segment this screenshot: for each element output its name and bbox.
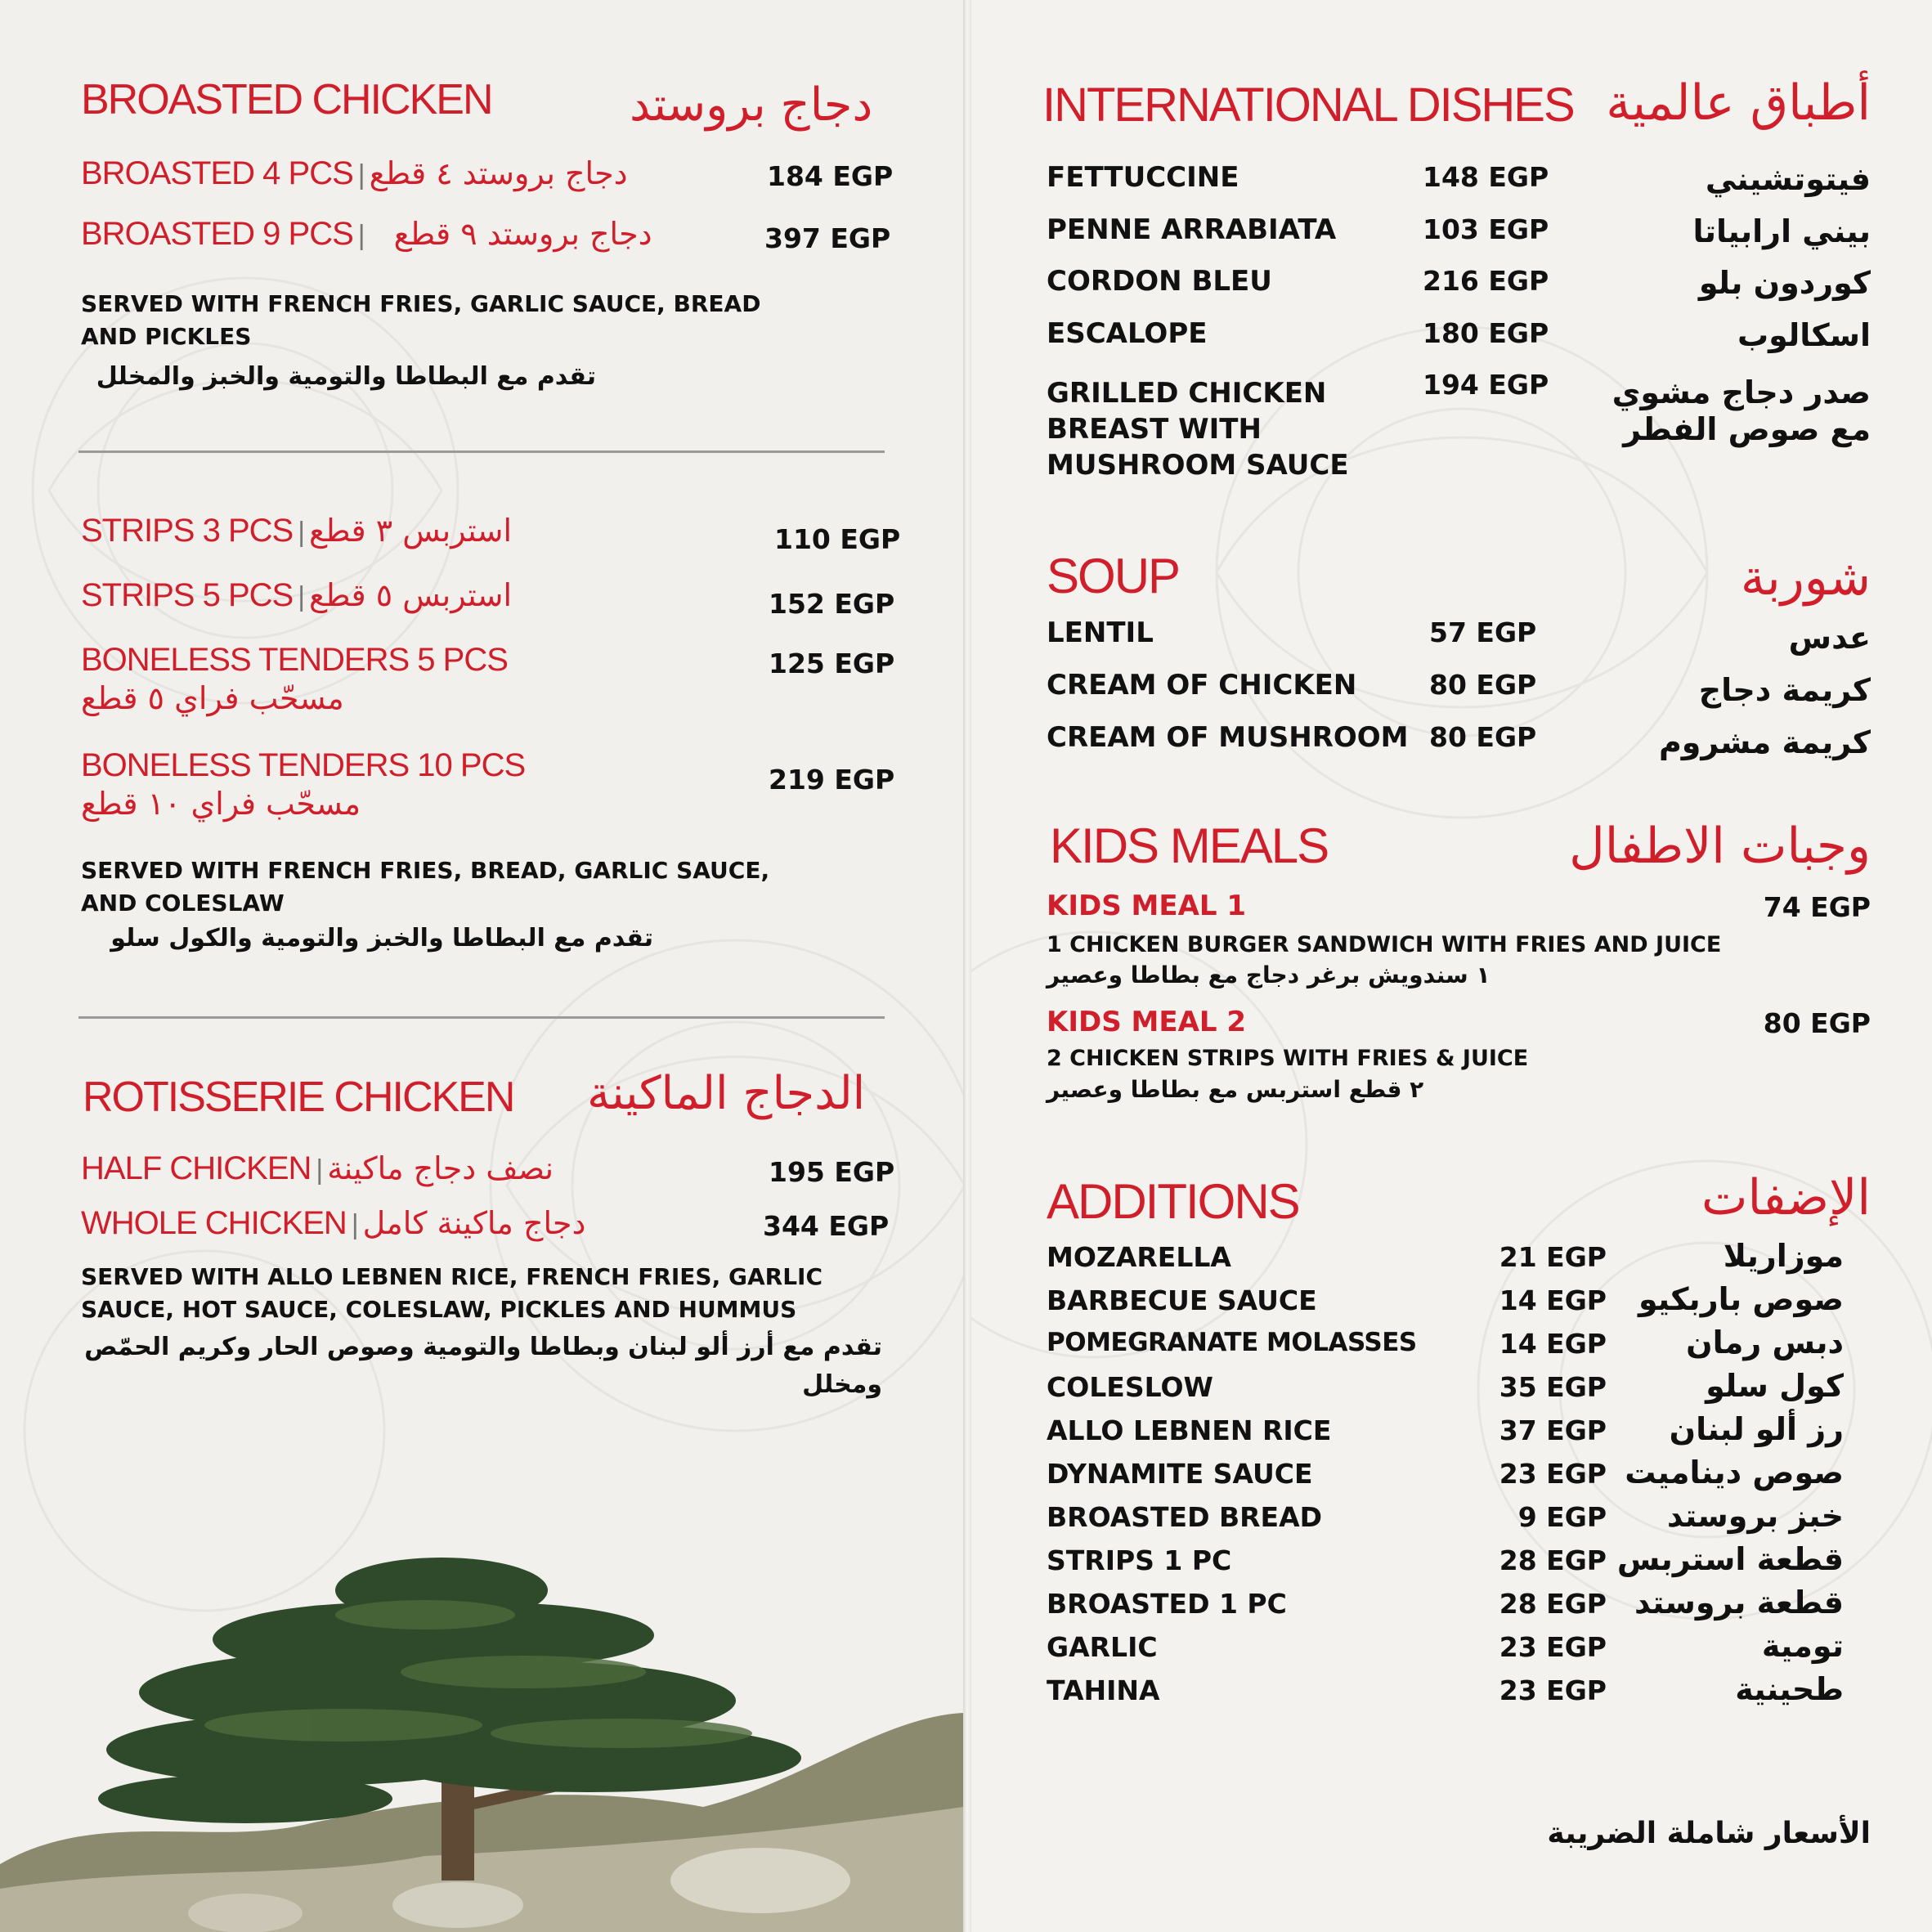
dish-name: PENNE ARRABIATA bbox=[1047, 213, 1337, 246]
kids-title: KIDS MEALS bbox=[1050, 818, 1329, 873]
dish-name-ar: عدس bbox=[1788, 620, 1871, 656]
addition-name: BROASTED BREAD bbox=[1047, 1501, 1323, 1533]
price: 184 EGP bbox=[767, 160, 894, 192]
item-name-ar: دجاج بروستد ٩ قطع bbox=[393, 216, 652, 252]
price: 219 EGP bbox=[769, 764, 895, 796]
soup-title-ar: شوربة bbox=[1740, 549, 1871, 607]
soup-title: SOUP bbox=[1047, 549, 1180, 603]
separator: | bbox=[316, 1154, 323, 1186]
menu-item-half-chicken bbox=[81, 1150, 554, 1187]
rotisserie-title-ar: الدجاج الماكينة bbox=[587, 1067, 866, 1120]
divider bbox=[78, 1016, 885, 1019]
menu-item-tenders-5-ar: مسحّب فراي ٥ قطع bbox=[81, 680, 344, 716]
dish-name-ar: كوردون بلو bbox=[1698, 265, 1871, 301]
item-name: STRIPS 5 PCS bbox=[81, 577, 294, 613]
kids-title-ar: وجبات الاطفال bbox=[1569, 818, 1871, 875]
dish-name: CREAM OF MUSHROOM bbox=[1047, 721, 1409, 754]
kids-meal-2-name: KIDS MEAL 2 bbox=[1047, 1006, 1247, 1038]
broasted-served-with: SERVED WITH FRENCH FRIES, GARLIC SAUCE, BREAD AND PICKLES bbox=[81, 290, 761, 350]
addition-name-ar: كول سلو bbox=[1706, 1368, 1844, 1404]
price: 21 EGP bbox=[1499, 1241, 1607, 1273]
page-fold bbox=[963, 0, 971, 1932]
price: 103 EGP bbox=[1423, 213, 1549, 245]
price: 80 EGP bbox=[1763, 1007, 1871, 1039]
addition-row bbox=[1047, 1411, 1844, 1455]
price: 397 EGP bbox=[764, 222, 891, 254]
international-title-ar: أطباق عالمية bbox=[1606, 74, 1871, 132]
dish-name: CREAM OF CHICKEN bbox=[1047, 669, 1357, 702]
separator: | bbox=[298, 517, 305, 548]
addition-row bbox=[1047, 1368, 1844, 1412]
addition-row bbox=[1047, 1671, 1844, 1715]
price: 37 EGP bbox=[1499, 1414, 1607, 1446]
rotisserie-title: ROTISSERIE CHICKEN bbox=[83, 1074, 514, 1121]
addition-name-ar: قطعة بروستد bbox=[1634, 1585, 1844, 1620]
dish-name: CORDON BLEU bbox=[1047, 265, 1272, 298]
separator: | bbox=[357, 159, 365, 191]
addition-name: DYNAMITE SAUCE bbox=[1047, 1458, 1313, 1490]
kids-meal-2-desc: 2 CHICKEN STRIPS WITH FRIES & JUICE bbox=[1047, 1046, 1529, 1071]
separator: | bbox=[351, 1209, 358, 1240]
addition-name-ar: طحينية bbox=[1735, 1671, 1844, 1707]
addition-name-ar: صوص ديناميت bbox=[1625, 1455, 1844, 1490]
addition-name: BROASTED 1 PC bbox=[1047, 1588, 1287, 1620]
item-name-ar: نصف دجاج ماكينة bbox=[327, 1150, 554, 1186]
addition-row bbox=[1047, 1281, 1844, 1325]
item-name: HALF CHICKEN bbox=[81, 1150, 312, 1186]
item-name-ar: استربس ٣ قطع bbox=[309, 513, 513, 549]
kids-meal-1-desc-ar: ١ سندويش برغر دجاج مع بطاطا وعصير bbox=[1047, 962, 1490, 988]
price: 80 EGP bbox=[1429, 721, 1537, 753]
addition-name: COLESLOW bbox=[1047, 1371, 1213, 1403]
dish-name: ESCALOPE bbox=[1047, 317, 1208, 350]
price: 14 EGP bbox=[1499, 1284, 1607, 1316]
addition-name-ar: رز ألو لبنان bbox=[1669, 1411, 1844, 1447]
international-title: INTERNATIONAL DISHES bbox=[1042, 78, 1574, 132]
kids-meal-1-name: KIDS MEAL 1 bbox=[1047, 890, 1247, 922]
addition-name-ar: تومية bbox=[1761, 1628, 1844, 1664]
dish-name-ar: بيني ارابياتا bbox=[1692, 213, 1871, 249]
menu-item-tenders-10: BONELESS TENDERS 10 PCS bbox=[81, 747, 526, 783]
addition-name-ar: قطعة استربس bbox=[1616, 1541, 1844, 1577]
price: 74 EGP bbox=[1763, 891, 1871, 923]
addition-row bbox=[1047, 1325, 1844, 1369]
dish-name-ar: اسكالوب bbox=[1737, 317, 1871, 353]
strips-served-with-ar: تقدم مع البطاطا والخبز والتومية والكول سلو bbox=[110, 924, 653, 953]
menu-item-tenders-10-ar: مسحّب فراي ١٠ قطع bbox=[81, 786, 361, 822]
strips-served-with: SERVED WITH FRENCH FRIES, BREAD, GARLIC SAUCE, AND COLESLAW bbox=[81, 857, 770, 917]
menu-item-whole-chicken bbox=[81, 1205, 585, 1242]
item-name: BROASTED 4 PCS bbox=[81, 155, 353, 191]
rotisserie-served-with-ar: تقدم مع أرز ألو لبنان وبطاطا والتومية وصوص الحار وكريم الحمّص ومخلل bbox=[84, 1333, 882, 1399]
divider bbox=[78, 451, 885, 453]
addition-name: ALLO LEBNEN RICE bbox=[1047, 1414, 1332, 1446]
price: 152 EGP bbox=[769, 588, 895, 620]
item-name-ar: دجاج بروستد ٤ قطع bbox=[369, 155, 628, 191]
price: 57 EGP bbox=[1429, 616, 1537, 648]
menu-item-strips-3 bbox=[81, 513, 512, 549]
additions-title: ADDITIONS bbox=[1047, 1174, 1299, 1229]
dish-name: GRILLED CHICKEN BREAST WITH MUSHROOM SAUCE bbox=[1047, 377, 1349, 482]
price: 216 EGP bbox=[1423, 265, 1549, 297]
item-name-ar: دجاج ماكينة كامل bbox=[362, 1205, 586, 1241]
prices-include-tax-note: الأسعار شاملة الضريبة bbox=[1547, 1817, 1871, 1850]
addition-row bbox=[1047, 1498, 1844, 1542]
dish-name-ar: كريمة مشروم bbox=[1658, 724, 1871, 760]
price: 110 EGP bbox=[774, 523, 901, 555]
price: 23 EGP bbox=[1499, 1458, 1607, 1490]
broasted-served-with-ar: تقدم مع البطاطا والتومية والخبز والمخلل bbox=[96, 362, 596, 391]
price: 14 EGP bbox=[1499, 1328, 1607, 1360]
price: 194 EGP bbox=[1423, 369, 1549, 401]
price: 23 EGP bbox=[1499, 1674, 1607, 1706]
dish-name-ar: صدر دجاج مشوي مع صوص الفطر bbox=[1611, 374, 1871, 447]
menu-item-broasted-9 bbox=[81, 216, 652, 253]
addition-row bbox=[1047, 1238, 1844, 1282]
dish-name-ar: كريمة دجاج bbox=[1698, 672, 1871, 708]
price: 23 EGP bbox=[1499, 1631, 1607, 1663]
rotisserie-served-with: SERVED WITH ALLO LEBNEN RICE, FRENCH FRIES, GARLIC SAUCE, HOT SAUCE, COLESLAW, PICKLES AND HUMMUS bbox=[81, 1263, 823, 1323]
item-name-ar: استربس ٥ قطع bbox=[309, 577, 513, 613]
price: 125 EGP bbox=[769, 648, 895, 679]
menu-item-strips-5 bbox=[81, 577, 512, 614]
broasted-title: BROASTED CHICKEN bbox=[81, 76, 492, 123]
menu-item-tenders-5: BONELESS TENDERS 5 PCS bbox=[81, 642, 508, 678]
price: 180 EGP bbox=[1423, 317, 1549, 349]
kids-meal-2-desc-ar: ٢ قطع استربس مع بطاطا وعصير bbox=[1047, 1076, 1424, 1103]
addition-name-ar: خبز بروستد bbox=[1666, 1498, 1844, 1534]
broasted-title-ar: دجاج بروستد bbox=[630, 78, 873, 132]
item-name: STRIPS 3 PCS bbox=[81, 513, 294, 549]
addition-name: POMEGRANATE MOLASSES bbox=[1047, 1328, 1417, 1357]
addition-name: BARBECUE SAUCE bbox=[1047, 1284, 1317, 1316]
price: 9 EGP bbox=[1517, 1501, 1607, 1533]
addition-row bbox=[1047, 1628, 1844, 1672]
addition-name-ar: صوص باربكيو bbox=[1638, 1281, 1844, 1317]
left-menu-page bbox=[0, 0, 963, 1932]
price: 344 EGP bbox=[763, 1210, 890, 1242]
separator: | bbox=[298, 581, 305, 612]
item-name: BROASTED 9 PCS bbox=[81, 216, 353, 252]
cedar-tree-illustration bbox=[0, 1537, 963, 1932]
separator: | bbox=[357, 220, 365, 251]
addition-row bbox=[1047, 1541, 1844, 1585]
addition-name: TAHINA bbox=[1047, 1674, 1160, 1706]
menu-item-broasted-4 bbox=[81, 155, 628, 192]
addition-name: GARLIC bbox=[1047, 1631, 1158, 1663]
dish-name: LENTIL bbox=[1047, 616, 1154, 649]
dish-name: FETTUCCINE bbox=[1047, 161, 1239, 194]
additions-title-ar: الإضفات bbox=[1701, 1169, 1871, 1226]
price: 148 EGP bbox=[1423, 161, 1549, 193]
price: 195 EGP bbox=[769, 1156, 895, 1188]
addition-name-ar: دبس رمان bbox=[1686, 1325, 1844, 1360]
dish-name-ar: فيتوتشيني bbox=[1705, 161, 1871, 197]
price: 28 EGP bbox=[1499, 1588, 1607, 1620]
right-menu-page bbox=[971, 0, 1932, 1932]
addition-name-ar: موزاريلا bbox=[1723, 1238, 1844, 1274]
price: 28 EGP bbox=[1499, 1544, 1607, 1576]
item-name: WHOLE CHICKEN bbox=[81, 1205, 347, 1241]
addition-row bbox=[1047, 1455, 1844, 1499]
addition-name: STRIPS 1 PC bbox=[1047, 1544, 1232, 1576]
price: 80 EGP bbox=[1429, 669, 1537, 701]
addition-row bbox=[1047, 1585, 1844, 1629]
price: 35 EGP bbox=[1499, 1371, 1607, 1403]
addition-name: MOZARELLA bbox=[1047, 1241, 1231, 1273]
kids-meal-1-desc: 1 CHICKEN BURGER SANDWICH WITH FRIES AND JUICE bbox=[1047, 932, 1722, 957]
